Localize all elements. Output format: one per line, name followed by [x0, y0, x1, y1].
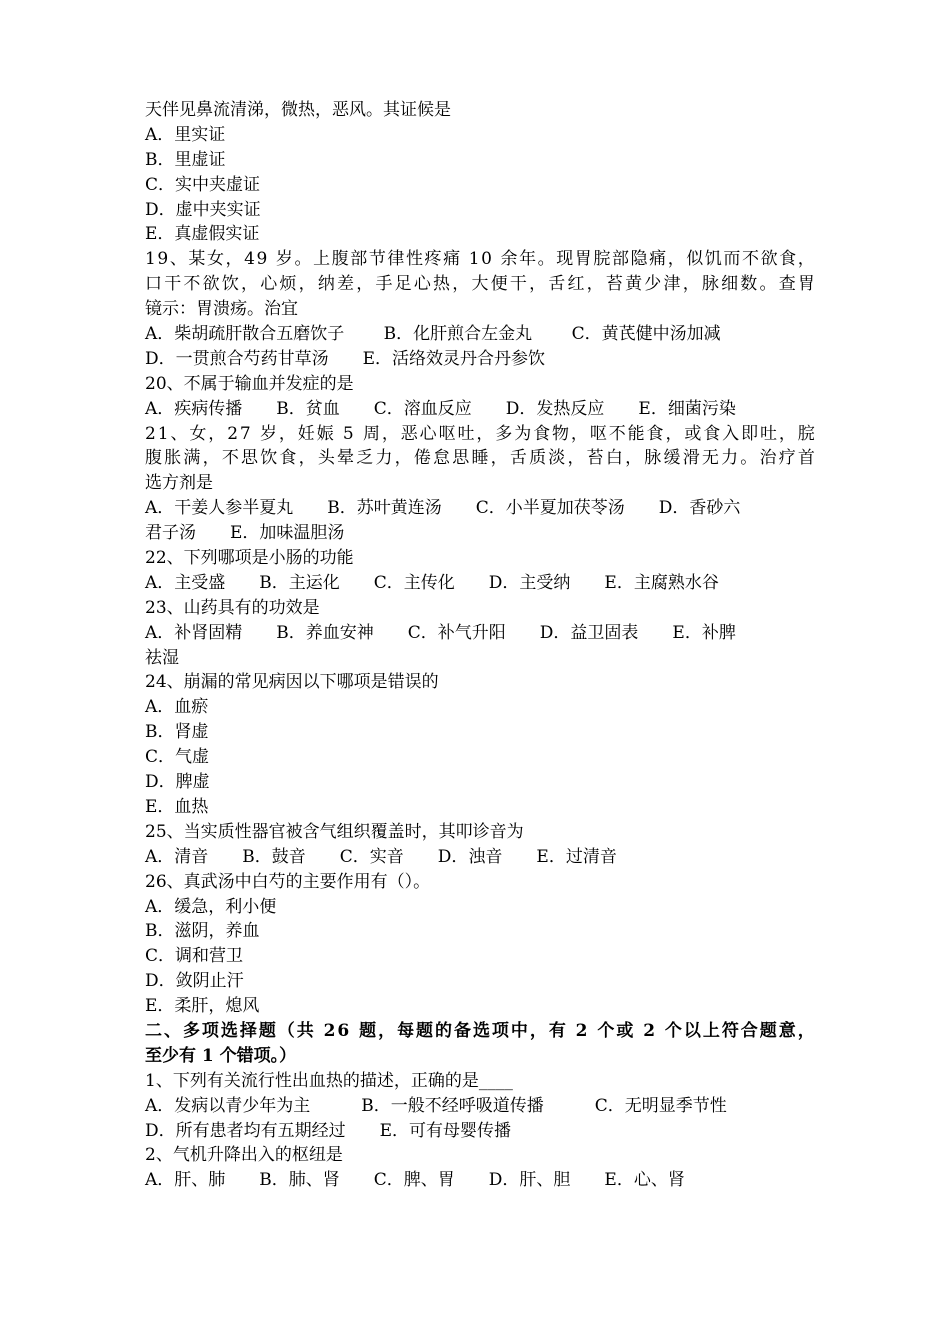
- text-line: A．肝、肺 B．肺、肾 C．脾、胃 D．肝、胆 E．心、肾: [145, 1170, 685, 1191]
- text-line: A．补肾固精 B．养血安神 C．补气升阳 D．益卫固表 E．补脾: [145, 622, 736, 643]
- text-line: 20、不属于输血并发症的是: [145, 373, 354, 394]
- text-line: A．干姜人参半夏丸 B．苏叶黄连汤 C．小半夏加茯苓汤 D．香砂六: [145, 498, 741, 519]
- text-line: 2、气机升降出入的枢纽是: [145, 1145, 343, 1166]
- text-line: A．柴胡疏肝散合五磨饮子 B．化肝煎合左金丸 C．黄芪健中汤加减: [145, 324, 721, 345]
- text-line: B．里虚证: [145, 149, 226, 170]
- text-line: B．肾虚: [145, 722, 209, 743]
- text-line: 26、真武汤中白芍的主要作用有（）。: [145, 871, 431, 892]
- text-line: C．实中夹虚证: [145, 174, 261, 195]
- text-line: 1 9 、 某 女 ， 4 9 岁 。 上 腹 部 节 律 性 疼 痛 1 0 余 年 。 现 胃 脘 部 隐 痛 ， 似 饥 而 不 欲 食 ，: [145, 249, 815, 270]
- document-page: [145, 98, 815, 1193]
- text-line: E．真虚假实证: [145, 224, 260, 245]
- text-line: A．主受盛 B．主运化 C．主传化 D．主受纳 E．主腐熟水谷: [145, 572, 719, 593]
- text-line: A．血瘀: [145, 697, 209, 718]
- text-line: 腹 胀 满 ， 不 思 饮 食 ， 头 晕 乏 力 ， 倦 怠 思 睡 ， 舌 质 淡 ， 苔 白 ， 脉 缓 滑 无 力 。 治 疗 首: [145, 448, 815, 469]
- text-line: D．脾虚: [145, 772, 210, 793]
- text-line: 口 干 不 欲 饮 ， 心 烦 ， 纳 差 ， 手 足 心 热 ， 大 便 干 ， 舌 红 ， 苔 黄 少 津 ， 脉 细 数 。 查 胃: [145, 274, 815, 295]
- text-line: 祛湿: [145, 647, 179, 668]
- text-line: 天伴见鼻流清涕，微热，恶风。其证候是: [145, 100, 451, 120]
- text-line: A．缓急，利小便: [145, 896, 277, 917]
- text-line: 选方剂是: [145, 473, 213, 494]
- text-line: C．调和营卫: [145, 946, 244, 967]
- text-line: 25、当实质性器官被含气组织覆盖时，其叩诊音为: [145, 821, 524, 842]
- text-line: 22、下列哪项是小肠的功能: [145, 548, 354, 569]
- text-line: E．血热: [145, 796, 209, 817]
- text-line: A．发病以青少年为主 B．一般不经呼吸道传播 C．无明显季节性: [145, 1095, 727, 1116]
- text-line: A．里实证: [145, 124, 226, 145]
- text-line: C．气虚: [145, 747, 210, 768]
- text-line: A．疾病传播 B．贫血 C．溶血反应 D．发热反应 E．细菌污染: [145, 398, 736, 419]
- text-line: D．所有患者均有五期经过 E．可有母婴传播: [145, 1120, 512, 1141]
- text-line: B．滋阴，养血: [145, 921, 260, 942]
- text-line: 24、崩漏的常见病因以下哪项是错误的: [145, 672, 439, 693]
- text-line: D．虚中夹实证: [145, 199, 261, 220]
- text-line: E．柔肝，熄风: [145, 996, 260, 1017]
- text-line: D．敛阴止汗: [145, 971, 244, 992]
- text-line: 23、山药具有的功效是: [145, 597, 320, 618]
- text-line: 1、下列有关流行性出血热的描述，正确的是____: [145, 1070, 513, 1091]
- text-line: 镜示：胃溃疡。治宜: [145, 299, 298, 320]
- text-line: A．清音 B．鼓音 C．实音 D．浊音 E．过清音: [145, 846, 617, 867]
- text-line: 二 、 多 项 选 择 题 （ 共 2 6 题 ， 每 题 的 备 选 项 中 ， 有 2 个 或 2 个 以 上 符 合 题 意 ，: [145, 1020, 815, 1041]
- text-line: 2 1 、 女 ， 2 7 岁 ， 妊 娠 5 周 ， 恶 心 呕 吐 ， 多 为 食 物 ， 呕 不 能 食 ， 或 食 入 即 吐 ， 脘: [145, 423, 815, 444]
- text-line: D．一贯煎合芍药甘草汤 E．活络效灵丹合丹参饮: [145, 348, 546, 369]
- text-line: 君子汤 E．加味温胆汤: [145, 523, 345, 544]
- text-line: 至少有 1 个错项。）: [145, 1045, 297, 1066]
